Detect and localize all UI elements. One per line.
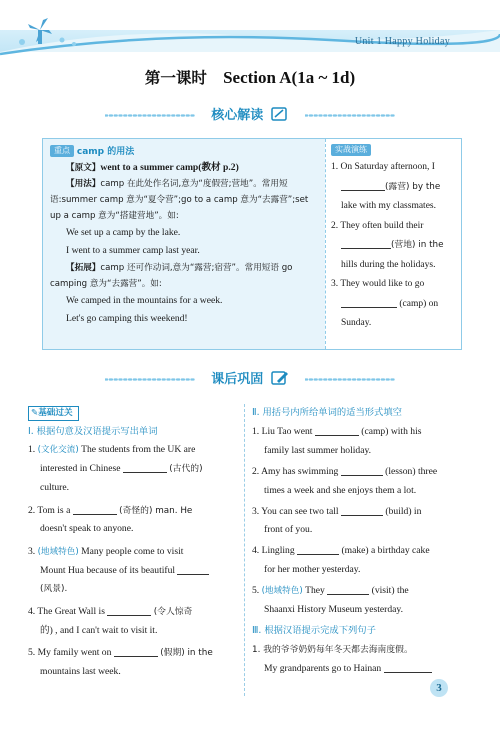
- topic-tag: (地域特色): [261, 586, 303, 597]
- practice-line: 3. They would like to go: [331, 279, 425, 289]
- answer-blank[interactable]: [315, 425, 359, 436]
- answer-blank[interactable]: [384, 662, 432, 673]
- practice-line: 1. On Saturday afternoon, I: [331, 162, 435, 172]
- practice-line: Sunday.: [341, 318, 372, 328]
- practice-line: hills during the holidays.: [341, 259, 436, 270]
- exercise-instruction: Ⅱ. 用括号内所给单词的适当形式填空: [252, 407, 402, 418]
- usage-line: 语:summer camp 意为“夏令营”;go to a camp 意为“去露营”;set: [50, 195, 309, 205]
- practice-line: 2. They often build their: [331, 220, 424, 231]
- example-sentence: We camped in the mountains for a week.: [66, 295, 223, 306]
- lesson-title-en: Section A(1a ~ 1d): [223, 68, 356, 87]
- example-sentence: I went to a summer camp last year.: [66, 245, 200, 256]
- header-banner: [0, 0, 500, 56]
- windmill-icon: [28, 18, 52, 44]
- basic-exercises: ✎基础过关 Ⅰ. 根据句意及汉语提示写出单词 1. (文化交流) The students from the UK are interested in Chinese (古代的) culture. 2. Tom is a (奇怪的) man. He doesn't speak to anyone. 3. (地域特色) Many people come to visit Mount Hua because of its beautiful (风景). 4. The Great Wall is (令人惊奇 的) , and I can't wait to visit it. 5. My family went on (假期) in the mountains last week.: [28, 404, 238, 682]
- core-explanation: [43, 139, 325, 349]
- exercise-instruction: Ⅲ. 根据汉语提示完成下列句子: [252, 624, 376, 636]
- lesson-title: [0, 66, 500, 88]
- practice-tag: 实战演练: [331, 144, 371, 156]
- check-icon: ✎: [31, 408, 39, 418]
- topic-tag: (文化交流): [37, 445, 79, 456]
- core-section-heading: [0, 104, 500, 126]
- usage-line: up a camp 意为“搭建营地”。如:: [50, 211, 179, 221]
- banner-decoration: [0, 0, 500, 56]
- answer-blank[interactable]: [341, 238, 391, 249]
- practice-panel: [325, 139, 461, 349]
- dotted-rule-right: [305, 114, 395, 117]
- core-section-title: 核心解读: [0, 104, 500, 123]
- fill-in-exercises: Ⅱ. 用括号内所给单词的适当形式填空 1. Liu Tao went (camp) with his family last summer holiday. 2. Amy has swimming (lesson) three times a week and she enjoys them a lot. 3. You can see two tall (build) in front of you. 4. Lingling (make) a birthday cake for her mother yesterday. 5. (地域特色) They (visit) the Shaanxi History Museum yesterday. Ⅲ. 根据汉语提示完成下列句子 1. 我的爷爷奶奶每年冬天都去海南度假。 My grandparents go to Hainan: [252, 404, 456, 679]
- expand-line: camping 意为“去露营”。如:: [50, 279, 162, 289]
- book-icon: [271, 106, 289, 122]
- core-box: [42, 138, 462, 350]
- original-label: 【原文】: [66, 163, 101, 173]
- after-class-heading: [0, 368, 500, 390]
- practice-line: lake with my classmates.: [341, 201, 436, 211]
- unit-tag: Unit 1 Happy Holiday: [354, 36, 450, 47]
- practice-hint: (露营) by the: [385, 181, 441, 192]
- example-sentence: Let's go camping this weekend!: [66, 313, 188, 324]
- answer-blank[interactable]: [341, 180, 385, 191]
- answer-blank[interactable]: [107, 605, 151, 616]
- dotted-rule-right: [305, 378, 395, 381]
- basic-badge: ✎基础过关: [28, 406, 79, 421]
- usage-line: camp 在此处作名词,意为“度假营;营地”。常用短: [100, 179, 288, 189]
- topic-tag: (地域特色): [37, 546, 79, 557]
- column-divider: [244, 404, 245, 696]
- answer-blank[interactable]: [341, 505, 383, 516]
- answer-blank[interactable]: [341, 465, 383, 476]
- exercise-instruction: Ⅰ. 根据句意及汉语提示写出单词: [28, 425, 158, 437]
- answer-blank[interactable]: [177, 564, 209, 575]
- original-text: went to a summer camp(教材 p.2): [100, 162, 239, 173]
- usage-label: 【用法】: [66, 179, 101, 189]
- answer-blank[interactable]: [327, 584, 369, 595]
- after-class-title: 课后巩固: [0, 368, 500, 387]
- expand-line: camp 还可作动词,意为“露营;宿营”。常用短语 go: [100, 263, 293, 273]
- answer-blank[interactable]: [123, 462, 167, 473]
- answer-blank[interactable]: [73, 504, 117, 515]
- lesson-title-cn: 第一课时: [144, 69, 207, 87]
- translation-prompt: 1. 我的爷爷奶奶每年冬天都去海南度假。: [252, 644, 413, 655]
- practice-hint: (camp) on: [399, 298, 439, 309]
- pencil-icon: [271, 370, 289, 386]
- expand-label: 【拓展】: [66, 263, 101, 273]
- practice-hint: (营地) in the: [391, 240, 444, 250]
- answer-blank[interactable]: [341, 297, 397, 308]
- page-number: 3: [430, 679, 448, 697]
- example-sentence: We set up a camp by the lake.: [66, 227, 181, 238]
- key-point-tag: 重点: [50, 145, 74, 157]
- answer-blank[interactable]: [297, 544, 339, 555]
- answer-blank[interactable]: [114, 646, 158, 657]
- key-point-heading: camp 的用法: [76, 147, 135, 157]
